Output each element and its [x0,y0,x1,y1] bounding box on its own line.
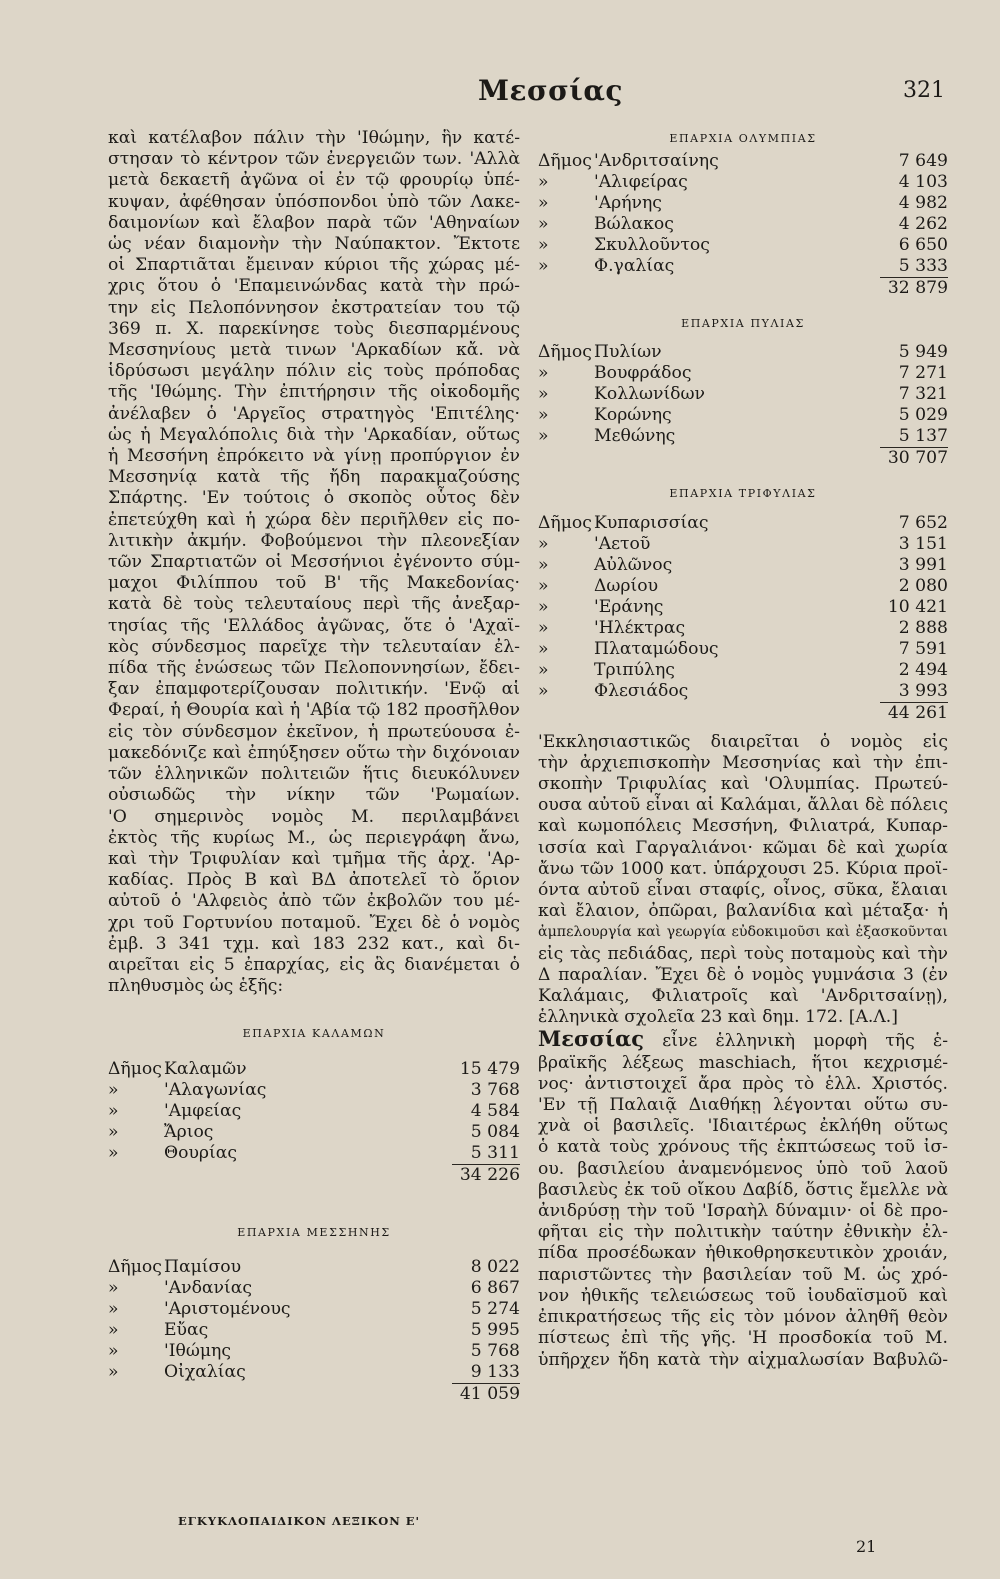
row-prefix: » [108,1100,119,1121]
municipality-name: 'Αλαγωνίας [164,1079,267,1100]
municipality-name: 'Ηλέκτρας [594,617,686,638]
table-row [538,384,948,405]
messinis-table [108,1257,520,1405]
municipality-name: Αὐλῶνος [594,554,673,575]
row-prefix: » [538,680,549,701]
text-line: ἀνέλαβεν ὁ 'Αργεῖος στρατηγὸς 'Επιτέλης· [108,403,520,424]
municipality-name: 'Ανδανίας [164,1277,252,1298]
population-value: 5 311 [470,1142,520,1163]
municipality-name: Δωρίου [594,575,659,596]
text-line: νον ἠθικῆς τελειώσεως τοῦ ἰουδαϊσμοῦ καὶ [538,1285,948,1306]
row-prefix: » [538,405,549,426]
table-total: 44 261 [887,702,948,723]
municipality-name: Παμίσου [164,1256,242,1277]
running-header [0,70,1000,120]
text-line: χνὰ οἱ βασιλεῖς. 'Ιδιαιτέρως ἐκλήθη οὕτως [538,1116,948,1137]
row-prefix: » [108,1079,119,1100]
municipality [108,1080,266,1101]
municipality-name: 'Αμφείας [164,1100,242,1121]
row-prefix: » [538,426,549,447]
page-number: 321 [903,78,945,103]
row-prefix: » [108,1142,119,1163]
table-row [538,639,948,660]
municipality [108,1362,246,1383]
population-value: 7 649 [898,151,948,172]
table-row [538,426,948,447]
population-value: 2 494 [898,659,948,680]
text-line: κατὰ δὲ τοὺς τελευταίους περὶ τῆς ἀνεξαρ- [108,594,520,615]
municipality-name: 'Εράνης [594,596,664,617]
table-row [108,1059,520,1080]
row-prefix: » [108,1361,119,1382]
municipality-name: 'Αρήνης [594,193,662,214]
text-line: εἰς τὰς πεδιάδας, περὶ τοὺς ποταμοὺς καὶ τὴν [538,943,948,964]
text-line: ὁ κατὰ τοὺς χρόνους τῆς ἐκπτώσεως τοῦ ἰσ- [538,1137,948,1158]
population-value: 5 274 [470,1298,520,1319]
text-line: λιτικὴν ἀκμήν. Φοβούμενοι τὴν πλεονεξίαν [108,530,520,551]
table-row [108,1341,520,1362]
municipality [108,1101,241,1122]
table-row [538,513,948,534]
population-value: 7 321 [898,384,948,405]
table-row [538,214,948,235]
text-line: ου. βασιλείου ἀναμενόμενος ὑπὸ τοῦ λαοῦ [538,1158,948,1179]
municipality-name: 'Ιθώμης [164,1340,231,1361]
table-row [538,193,948,214]
text-line: την εἰς Πελοπόννησον ἐκστρατείαν του τῷ [108,297,520,318]
text-line: όντα αὐτοῦ εἶναι σταφίς, οἶνος, σῦκα, ἔλαιαι [538,880,948,901]
municipality [538,597,663,618]
row-prefix: » [538,638,549,659]
population-value: 4 103 [898,172,948,193]
row-prefix: » [538,575,549,596]
left-column [108,128,520,1405]
row-prefix: » [538,256,549,277]
table-row [108,1320,520,1341]
municipality [538,681,688,702]
municipality [108,1257,241,1278]
population-value: 6 650 [898,235,948,256]
text-line: Σπάρτης. 'Εν τούτοις ὁ σκοπὸς οὗτος δὲν [108,488,520,509]
text-line: ὡς ἡ Μεγαλόπολις διὰ τὴν 'Αρκαδίαν, οὕτως [108,424,520,445]
table-total: 41 059 [459,1383,520,1404]
row-prefix: » [108,1277,119,1298]
text-line: ὑπῆρχεν ἤδη κατὰ τὴν αἰχμαλωσίαν Βαβυλῶ- [538,1349,948,1370]
text-line: ἑλληνικὰ σχολεῖα 23 καὶ δημ. 172. [Α.Λ.] [538,1007,898,1028]
text-line: μακεδόνιζε καὶ ἐπηύξησεν οὕτω τὴν διχόνοιαν [108,742,520,763]
text-line: νος· ἀντιστοιχεῖ ἄρα πρὸς τὸ ἑλλ. Χριστός. [538,1073,948,1094]
municipality-name: 'Αλιφείρας [594,172,688,193]
municipality-name: Κολλωνίδων [594,384,705,405]
text-line: Δ παραλίαν. Ἔχει δὲ ὁ νομὸς γυμνάσια 3 (ἐν [538,964,948,985]
table-row [108,1257,520,1278]
municipality [538,384,705,405]
table-row [538,660,948,681]
population-value: 4 262 [898,214,948,235]
row-prefix: Δῆμος [108,1058,162,1079]
text-line: Καλάμαις, Φιλιατροῖς καὶ 'Ανδριτσαίνῃ), [538,986,948,1007]
municipality-name: Τριπύλης [594,659,675,680]
text-line: φῆται εἰς τὴν πολιτικὴν ταύτην ἐθνικὴν ἐλ- [538,1222,948,1243]
table-row [538,342,948,363]
municipality [538,426,675,447]
text-line: καὶ τὴν Τριφυλίαν καὶ τμῆμα τῆς ἀρχ. 'Αρ- [108,848,520,869]
row-prefix: » [108,1121,119,1142]
text-line: κὸς σύνδεσμος παρεῖχε τὴν τελευταίαν ἐλ- [108,636,520,657]
text-line: παριστῶντες τὴν βασιλείαν τοῦ Μ. ὡς χρό- [538,1264,948,1285]
population-value: 4 584 [470,1100,520,1121]
population-value: 6 867 [470,1277,520,1298]
municipality-name: Οἰχαλίας [164,1361,246,1382]
municipality-name: 'Ανδριτσαίνης [594,151,719,172]
row-prefix: Δῆμος [538,342,592,363]
table-row [108,1101,520,1122]
municipality [108,1278,252,1299]
municipality [538,342,662,363]
text-line: ἱδρύσωσι μεγάλην πόλιν εἰς τοὺς πρόποδας [108,361,520,382]
table-total: 32 879 [887,278,948,299]
headword: Μεσσίας [538,1026,645,1052]
table-row [538,681,948,702]
text-line: εἰς τὸν σύνδεσμον ἐκεῖνον, ἡ πρωτεύουσα ἐ- [108,721,520,742]
text-line: 'Ο σημερινὸς νομὸς Μ. περιλαμβάνει [108,806,520,827]
municipality-name: Βώλακος [594,214,674,235]
row-prefix: » [538,617,549,638]
municipality-name: Εὔας [164,1319,209,1340]
text-line: ἐκτὸς τῆς κυρίως Μ., ὡς περιεγράφη ἄνω, [108,827,520,848]
population-value: 3 768 [470,1079,520,1100]
row-prefix: Δῆμος [538,151,592,172]
text-line: χρι τοῦ Γορτυνίου ποταμοῦ. Ἔχει δὲ ὁ νομὸς [108,912,520,933]
municipality-name: Σκυλλοῦντος [594,235,710,256]
olympias-title: ΕΠΑΡΧΙΑ ΟΛΥΜΠΙΑΣ [669,132,817,145]
population-value: 5 333 [898,256,948,277]
row-prefix: » [108,1298,119,1319]
trifylias-table [538,513,948,724]
text-line: τὴν ἀρχιεπισκοπὴν Μεσσηνίας καὶ τὴν ἐπι- [538,752,948,773]
text-line: τῶν Σπαρτιατῶν οἱ Μεσσήνιοι ἐγένοντο σύμ- [108,552,520,573]
municipality [108,1143,237,1164]
population-value: 5 084 [470,1121,520,1142]
municipality [538,193,662,214]
text-line: κυψαν, ἀφέθησαν ὑπόσπονδοι ὑπὸ τῶν Λακε- [108,191,520,212]
text-line: καὶ κατέλαβον πάλιν τὴν 'Ιθώμην, ἣν κατέ- [108,128,520,148]
row-prefix: » [538,554,549,575]
population-value: 5 137 [898,426,948,447]
text-line: Μεσσηνίους μετὰ τινων 'Αρκαδίων κἄ. νὰ [108,340,520,361]
text-line: ἀνιδρύσῃ τὴν τοῦ 'Ισραὴλ δύναμιν· οἱ δὲ προ- [538,1201,948,1222]
table-row [108,1362,520,1383]
population-value: 7 271 [898,363,948,384]
text-line: αιρεῖται εἰς 5 ἐπαρχίας, εἰς ἃς διανέμεται ὁ [108,954,520,975]
text-line: οὐσιωδῶς τὴν νίκην τῶν 'Ρωμαίων. [108,785,520,806]
ecclesiastical-paragraph [538,732,948,1029]
population-value: 10 421 [887,596,948,617]
text-line: καὶ κωμοπόλεις Μεσσήνη, Φιλιατρά, Κυπαρ- [538,816,948,837]
row-prefix: Δῆμος [108,1256,162,1277]
population-value: 3 993 [898,680,948,701]
pylias-table [538,342,948,469]
row-prefix: » [538,659,549,680]
population-value: 2 888 [898,617,948,638]
municipality [538,660,675,681]
text-line: τησίας τῆς 'Ελλάδος ἀγῶνας, ὅτε ὁ 'Αχαϊ- [108,615,520,636]
municipality [108,1320,208,1341]
right-column [538,128,948,1371]
municipality [108,1341,231,1362]
municipality-name: Καλαμῶν [164,1058,247,1079]
text-line: πληθυσμὸς ὡς ἑξῆς: [108,976,284,997]
row-prefix: » [108,1340,119,1361]
table-row [538,151,948,172]
text-line: πίδα προσέδωκαν ἠθικοθρησκευτικὸν χροιάν, [538,1243,948,1264]
row-prefix: » [538,214,549,235]
municipality [538,618,685,639]
text-line: 'Εν τῇ Παλαιᾷ Διαθήκῃ λέγονται οὕτω συ- [538,1095,948,1116]
table-row [538,172,948,193]
olympias-table [538,151,948,299]
municipality-name: Κορώνης [594,405,672,426]
table-row [538,534,948,555]
municipality-name: Κυπαρισσίας [594,512,709,533]
row-prefix: » [538,193,549,214]
text-line: τῶν ἑλληνικῶν πολιτειῶν ἥτις διευκόλυνεν [108,764,520,785]
table-row [538,576,948,597]
table-row [538,597,948,618]
kalamon-table [108,1059,520,1186]
text-line: 369 π. Χ. παρεκίνησε τοὺς διεσπαρμένους [108,318,520,339]
population-value: 7 591 [898,638,948,659]
population-value: 3 151 [898,533,948,554]
text-line: μετὰ δεκαετῆ ἀγῶνα οἱ ἐν τῷ φρουρίῳ ὑπέ- [108,170,520,191]
municipality [108,1059,247,1080]
table-row [108,1143,520,1164]
table-row [108,1080,520,1101]
text-line: πίστεως ἐπὶ τῆς γῆς. 'Η προσδοκία τοῦ Μ. [538,1328,948,1349]
municipality [108,1122,213,1143]
first-line-text: εἶνε ἑλληνικὴ μορφὴ τῆς ἑ- [662,1031,948,1052]
text-line: ουσα αὐτοῦ εἶναι αἱ Καλάμαι, ἄλλαι δὲ πόλεις [538,795,948,816]
text-line: Φεραί, ἡ Θουρία καὶ ἡ 'Αβία τῷ 182 προσῆλθον [108,700,520,721]
population-value: 5 029 [898,405,948,426]
table-row [108,1122,520,1143]
text-line: ἐμβ. 3 341 τχμ. καὶ 183 232 κατ., καὶ δι- [108,933,520,954]
text-line: ἐπετεύχθη καὶ ἡ χώρα δὲν περιῆλθεν εἰς πο- [108,509,520,530]
municipality [538,151,719,172]
municipality-name: Ἄριος [164,1121,214,1142]
municipality-name: Πλαταμώδους [594,638,719,659]
population-value: 15 479 [459,1058,520,1079]
row-prefix: » [538,384,549,405]
text-line: οἱ Σπαρτιᾶται ἔμειναν κύριοι τῆς χώρας μέ- [108,255,520,276]
text-line: καὶ ἔλαιον, ὀπῶραι, βαλανίδια καὶ μέταξα· ἡ [538,901,948,922]
population-value: 5 768 [470,1340,520,1361]
row-prefix: Δῆμος [538,512,592,533]
text-line: καδίας. Πρὸς Β καὶ ΒΔ ἀποτελεῖ τὸ ὅριον [108,870,520,891]
text-line: Μεσσηνίᾳ κατὰ τῆς ἤδη παρακμαζούσης [108,467,520,488]
population-value: 2 080 [898,575,948,596]
municipality [538,639,719,660]
kalamon-title: ΕΠΑΡΧΙΑ ΚΑΛΑΜΩΝ [242,1027,386,1041]
trifylias-title: ΕΠΑΡΧΙΑ ΤΡΙΦΥΛΙΑΣ [669,487,817,501]
population-value: 9 133 [470,1361,520,1382]
text-line: ἄνω τῶν 1000 κατ. ὑπάρχουσι 25. Κύρια προϊ- [538,858,948,879]
municipality [108,1299,291,1320]
municipality [538,534,650,555]
municipality [538,405,672,426]
population-value: 3 991 [898,554,948,575]
municipality [538,576,658,597]
text-line: ισσία καὶ Γαργαλιάνοι· κῶμαι δὲ καὶ χωρία [538,837,948,858]
text-line: βραϊκῆς λέξεως maschiach, ἥτοι κεχρισμέ- [538,1052,948,1073]
pylias-title: ΕΠΑΡΧΙΑ ΠΥΛΙΑΣ [681,317,805,331]
population-value: 5 949 [898,342,948,363]
row-prefix: » [538,596,549,617]
municipality [538,214,674,235]
table-row [538,235,948,256]
municipality-name: 'Αριστομένους [164,1298,291,1319]
text-line: δαιμονίων καὶ ἔλαβον παρὰ τῶν 'Αθηναίων [108,212,520,233]
municipality [538,513,708,534]
municipality [538,235,710,256]
messias-first-line [538,1028,948,1052]
text-line: αὐτοῦ ὁ 'Αλφειὸς ἀπὸ τῶν ἐκβολῶν του μέ- [108,891,520,912]
row-prefix: » [538,533,549,554]
table-row [538,363,948,384]
municipality-name: Θουρίας [164,1142,237,1163]
population-value: 8 022 [470,1256,520,1277]
row-prefix: » [108,1319,119,1340]
population-value: 7 652 [898,512,948,533]
left-paragraph [108,128,520,997]
text-line: στησαν τὸ κέντρον τῶν ἐνεργειῶν των. 'Αλλὰ [108,149,520,170]
municipality-name: Φλεσιάδος [594,680,689,701]
row-prefix: » [538,235,549,256]
municipality-name: Πυλίων [594,342,662,363]
row-prefix: » [538,363,549,384]
municipality [538,555,672,576]
municipality-name: Φ.γαλίας [594,256,675,277]
text-line: χρις ὅτου ὁ 'Επαμεινώνδας κατὰ τὴν πρώ- [108,276,520,297]
text-line: ἡ Μεσσήνη ἐπρόκειτο νὰ γίνῃ προπύργιον ἐν [108,446,520,467]
table-total: 34 226 [459,1164,520,1185]
text-line: μαχοι Φιλίππου τοῦ Β' τῆς Μακεδονίας· [108,573,520,594]
text-line: ἐπικρατήσεως τῆς εἰς τὸν μόνον ἀληθῆ θεὸν [538,1307,948,1328]
text-line: βασιλεὺς ἐκ τοῦ οἴκου Δαβίδ, ὅστις ἔμελλε νὰ [538,1179,948,1200]
page-title: Μεσσίας [478,74,623,107]
messinis-title: ΕΠΑΡΧΙΑ ΜΕΣΣΗΝΗΣ [237,1225,391,1239]
text-line: 'Εκκλησιαστικῶς διαιρεῖται ὁ νομὸς εἰς [538,731,948,752]
municipality [538,363,692,384]
footer-signature: ΕΓΚΥΚΛΟΠΑΙΔΙΚΟΝ ΛΕΞΙΚΟΝ Ε' [178,1514,421,1528]
table-row [108,1278,520,1299]
table-total: 30 707 [887,448,948,469]
municipality-name: 'Αετοῦ [594,533,651,554]
table-row [538,618,948,639]
text-line: πίδα τῆς ἑνώσεως τῶν Πελοποννησίων, ἔδει- [108,658,520,679]
municipality [538,256,674,277]
table-row [538,555,948,576]
table-row [538,405,948,426]
table-row [108,1299,520,1320]
text-line: ἀμπελουργία καὶ γεωργία εὐδοκιμοῦσι καὶ ἐξασκοῦνται [538,924,948,941]
messias-entry [538,1028,948,1370]
population-value: 5 995 [470,1319,520,1340]
municipality [538,172,688,193]
text-line: ξαν ἐπαμφοτερίζουσαν πολιτικήν. 'Ενῷ αἱ [108,679,520,700]
text-line: ὡς νέαν διαμονὴν τὴν Ναύπακτον. Ἔκτοτε [108,234,520,255]
row-prefix: » [538,172,549,193]
municipality-name: Βουφράδος [594,363,692,384]
table-row [538,256,948,277]
municipality-name: Μεθώνης [594,426,676,447]
sheet-number: 21 [856,1537,877,1556]
population-value: 4 982 [898,193,948,214]
text-line: σκοπὴν Τριφυλίας καὶ 'Ολυμπίας. Πρωτεύ- [538,774,948,795]
text-line: τῆς 'Ιθώμης. Τὴν ἐπιτήρησιν τῆς οἰκοδομῆς [108,382,520,403]
